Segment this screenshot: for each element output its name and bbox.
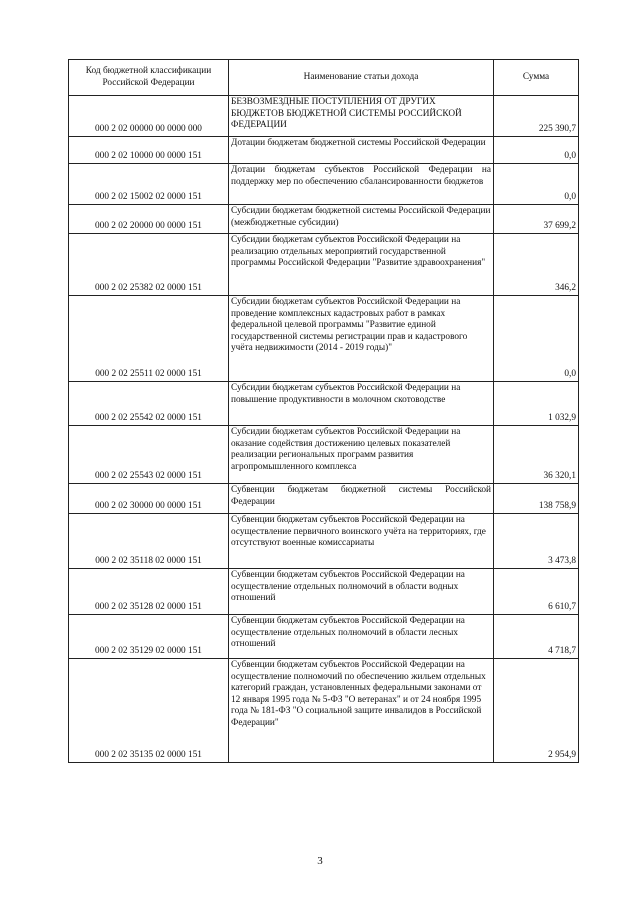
revenue-table [68,59,579,763]
table-row [69,234,579,296]
row-name: Субвенции бюджетам субъектов Российской Федерации на осуществление отдельных полномочий в области водных отношений [229,569,494,615]
table-row [69,137,579,164]
row-name: Субсидии бюджетам субъектов Российской Федерации на оказание содействия достижению целевых показателей реализации региональных программ развития агропромышленного комплекса [229,426,494,484]
header-code: Код бюджетной классификации Российской Федерации [69,60,229,96]
header-name: Наименование статьи дохода [229,60,494,96]
row-code: 000 2 02 35118 02 0000 151 [69,514,229,569]
row-sum: 0,0 [494,296,579,382]
row-sum: 0,0 [494,164,579,205]
row-name: Субвенции бюджетам субъектов Российской Федерации на осуществление первичного воинского учёта на территориях, где отсутствуют военные комиссариаты [229,514,494,569]
row-name: Субвенции бюджетам субъектов Российской Федерации на осуществление полномочий по обеспечению жильем отдельных категорий граждан, установленных федеральными законами от 12 января 1995 года № 5-ФЗ "О ветеранах" и от 24 ноября 1995 года № 181-ФЗ "О социальной защите инвалидов в Российской Федерации" [229,659,494,763]
page-number: 3 [317,855,323,867]
table-row [69,569,579,615]
row-code: 000 2 02 00000 00 0000 000 [69,96,229,137]
row-name: Дотации бюджетам субъектов Российской Федерации на поддержку мер по обеспечению сбалансированности бюджетов [229,164,494,205]
row-name: Субвенции бюджетам бюджетной системы Российской Федерации [229,484,494,514]
row-code: 000 2 02 20000 00 0000 151 [69,205,229,234]
row-code: 000 2 02 25542 02 0000 151 [69,382,229,426]
row-code: 000 2 02 30000 00 0000 151 [69,484,229,514]
row-sum: 3 473,8 [494,514,579,569]
row-code: 000 2 02 15002 02 0000 151 [69,164,229,205]
row-name: Субсидии бюджетам субъектов Российской Федерации на проведение комплексных кадастровых работ в рамках федеральной целевой программы "Развитие единой государственной системы регистрации прав и кадастрового учёта недвижимости (2014 - 2019 годы)" [229,296,494,382]
row-sum: 138 758,9 [494,484,579,514]
row-code: 000 2 02 10000 00 0000 151 [69,137,229,164]
row-sum: 2 954,9 [494,659,579,763]
table-row [69,164,579,205]
row-code: 000 2 02 25382 02 0000 151 [69,234,229,296]
row-sum: 36 320,1 [494,426,579,484]
table-row [69,96,579,137]
header-sum: Сумма [494,60,579,96]
table-row [69,296,579,382]
table-row [69,514,579,569]
row-code: 000 2 02 25543 02 0000 151 [69,426,229,484]
row-code: 000 2 02 35129 02 0000 151 [69,615,229,659]
row-sum: 4 718,7 [494,615,579,659]
row-name: Субсидии бюджетам субъектов Российской Федерации на повышение продуктивности в молочном скотоводстве [229,382,494,426]
row-name: Субсидии бюджетам субъектов Российской Федерации на реализацию отдельных мероприятий государственной программы Российской Федерации "Развитие здравоохранения" [229,234,494,296]
table-row [69,484,579,514]
row-sum: 225 390,7 [494,96,579,137]
row-name: Дотации бюджетам бюджетной системы Российской Федерации [229,137,494,164]
table-row [69,659,579,763]
row-name: Субвенции бюджетам субъектов Российской Федерации на осуществление отдельных полномочий в области лесных отношений [229,615,494,659]
table-header-row [69,60,579,96]
row-code: 000 2 02 35128 02 0000 151 [69,569,229,615]
row-code: 000 2 02 25511 02 0000 151 [69,296,229,382]
table-row [69,205,579,234]
row-code: 000 2 02 35135 02 0000 151 [69,659,229,763]
row-sum: 1 032,9 [494,382,579,426]
table-row [69,382,579,426]
row-name: Субсидии бюджетам бюджетной системы Российской Федерации (межбюджетные субсидии) [229,205,494,234]
row-sum: 346,2 [494,234,579,296]
table-row [69,426,579,484]
row-name: БЕЗВОЗМЕЗДНЫЕ ПОСТУПЛЕНИЯ ОТ ДРУГИХ БЮДЖЕТОВ БЮДЖЕТНОЙ СИСТЕМЫ РОССИЙСКОЙ ФЕДЕРАЦИИ [229,96,494,137]
row-sum: 6 610,7 [494,569,579,615]
row-sum: 0,0 [494,137,579,164]
table-row [69,615,579,659]
row-sum: 37 699,2 [494,205,579,234]
